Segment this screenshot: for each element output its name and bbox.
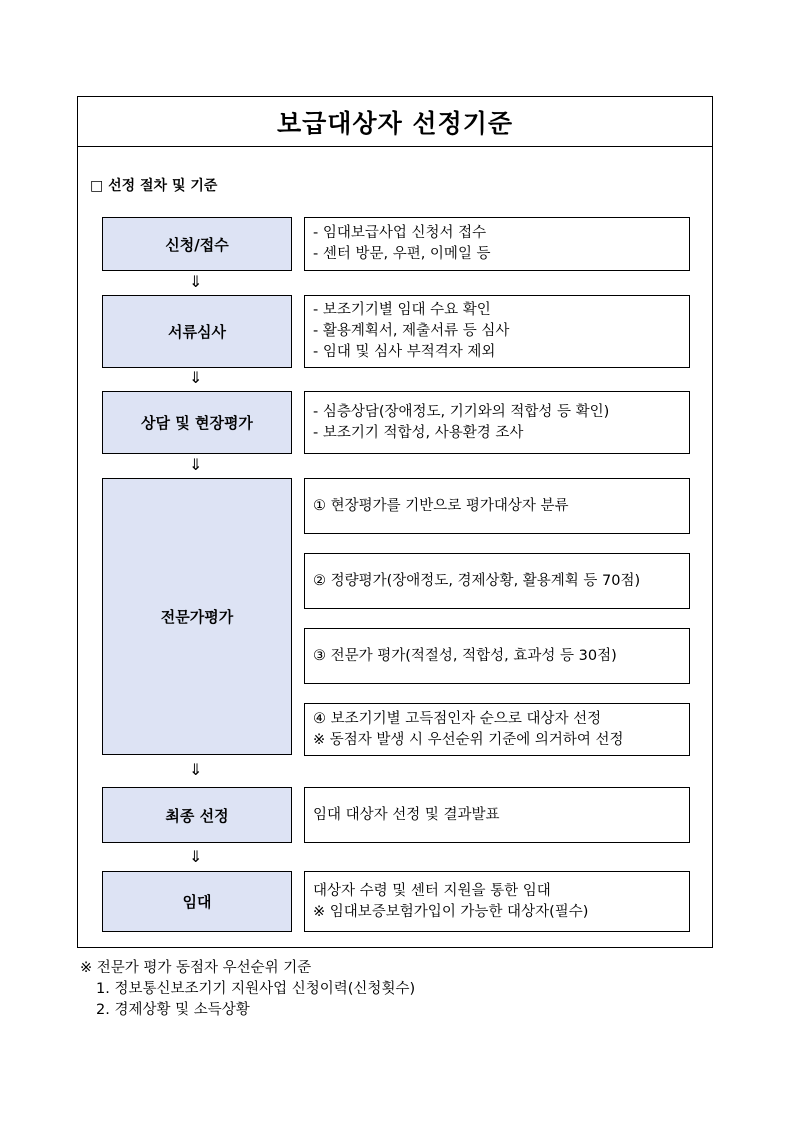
detail-line: - 보조기기 적합성, 사용환경 조사 [313,424,524,441]
down-arrow-icon: ⇓ [189,847,203,866]
expert-eval-box-3 [304,628,690,684]
step-expert-evaluation: 전문가평가 [102,478,292,755]
step-rental: 임대 [102,871,292,932]
detail-line: ② 정량평가(장애정도, 경제상황, 활용계획 등 70점) [313,572,641,589]
step-consultation-details [304,391,690,454]
detail-line: - 보조기기별 임대 수요 확인 [313,302,491,318]
step-application-details [304,217,690,271]
step-final-selection: 최종 선정 [102,787,292,843]
criteria-frame [77,96,713,948]
down-arrow-icon: ⇓ [189,368,203,387]
detail-line: ① 현장평가를 기반으로 평가대상자 분류 [313,497,569,514]
step-application: 신청/접수 [102,217,292,271]
step-final-selection-details [304,787,690,843]
expert-eval-box-4 [304,703,690,756]
footnote-item: 2. 경제상황 및 소득상황 [96,1002,250,1018]
expert-eval-box-2 [304,553,690,609]
detail-line: - 활용계획서, 제출서류 등 심사 [313,323,510,339]
step-document-review: 서류심사 [102,295,292,368]
step-document-review-details [304,295,690,368]
detail-line: - 심층상담(장애정도, 기기와의 적합성 등 확인) [313,403,610,420]
footnote-title: ※ 전문가 평가 동점자 우선순위 기준 [80,960,312,976]
detail-line: ※ 임대보증보험가입이 가능한 대상자(필수) [313,903,589,920]
detail-line: ※ 동점자 발생 시 우선순위 기준에 의거하여 선정 [313,731,624,748]
detail-line: ③ 전문가 평가(적절성, 적합성, 효과성 등 30점) [313,647,617,664]
detail-line: 대상자 수령 및 센터 지원을 통한 임대 [313,882,551,899]
down-arrow-icon: ⇓ [189,272,203,291]
step-rental-details [304,871,690,932]
section-heading: □ 선정 절차 및 기준 [90,178,218,194]
detail-line: - 센터 방문, 우편, 이메일 등 [313,246,491,262]
page-title: 보급대상자 선정기준 [78,97,712,147]
down-arrow-icon: ⇓ [189,455,203,474]
step-consultation: 상담 및 현장평가 [102,391,292,454]
detail-line: 임대 대상자 선정 및 결과발표 [313,806,500,823]
down-arrow-icon: ⇓ [189,760,203,779]
detail-line: - 임대 및 심사 부적격자 제외 [313,344,496,360]
footnote [80,958,415,1021]
detail-line: - 임대보급사업 신청서 접수 [313,225,487,241]
expert-eval-box-1 [304,478,690,534]
footnote-item: 1. 정보통신보조기기 지원사업 신청이력(신청횟수) [96,981,416,997]
detail-line: ④ 보조기기별 고득점인자 순으로 대상자 선정 [313,710,602,727]
